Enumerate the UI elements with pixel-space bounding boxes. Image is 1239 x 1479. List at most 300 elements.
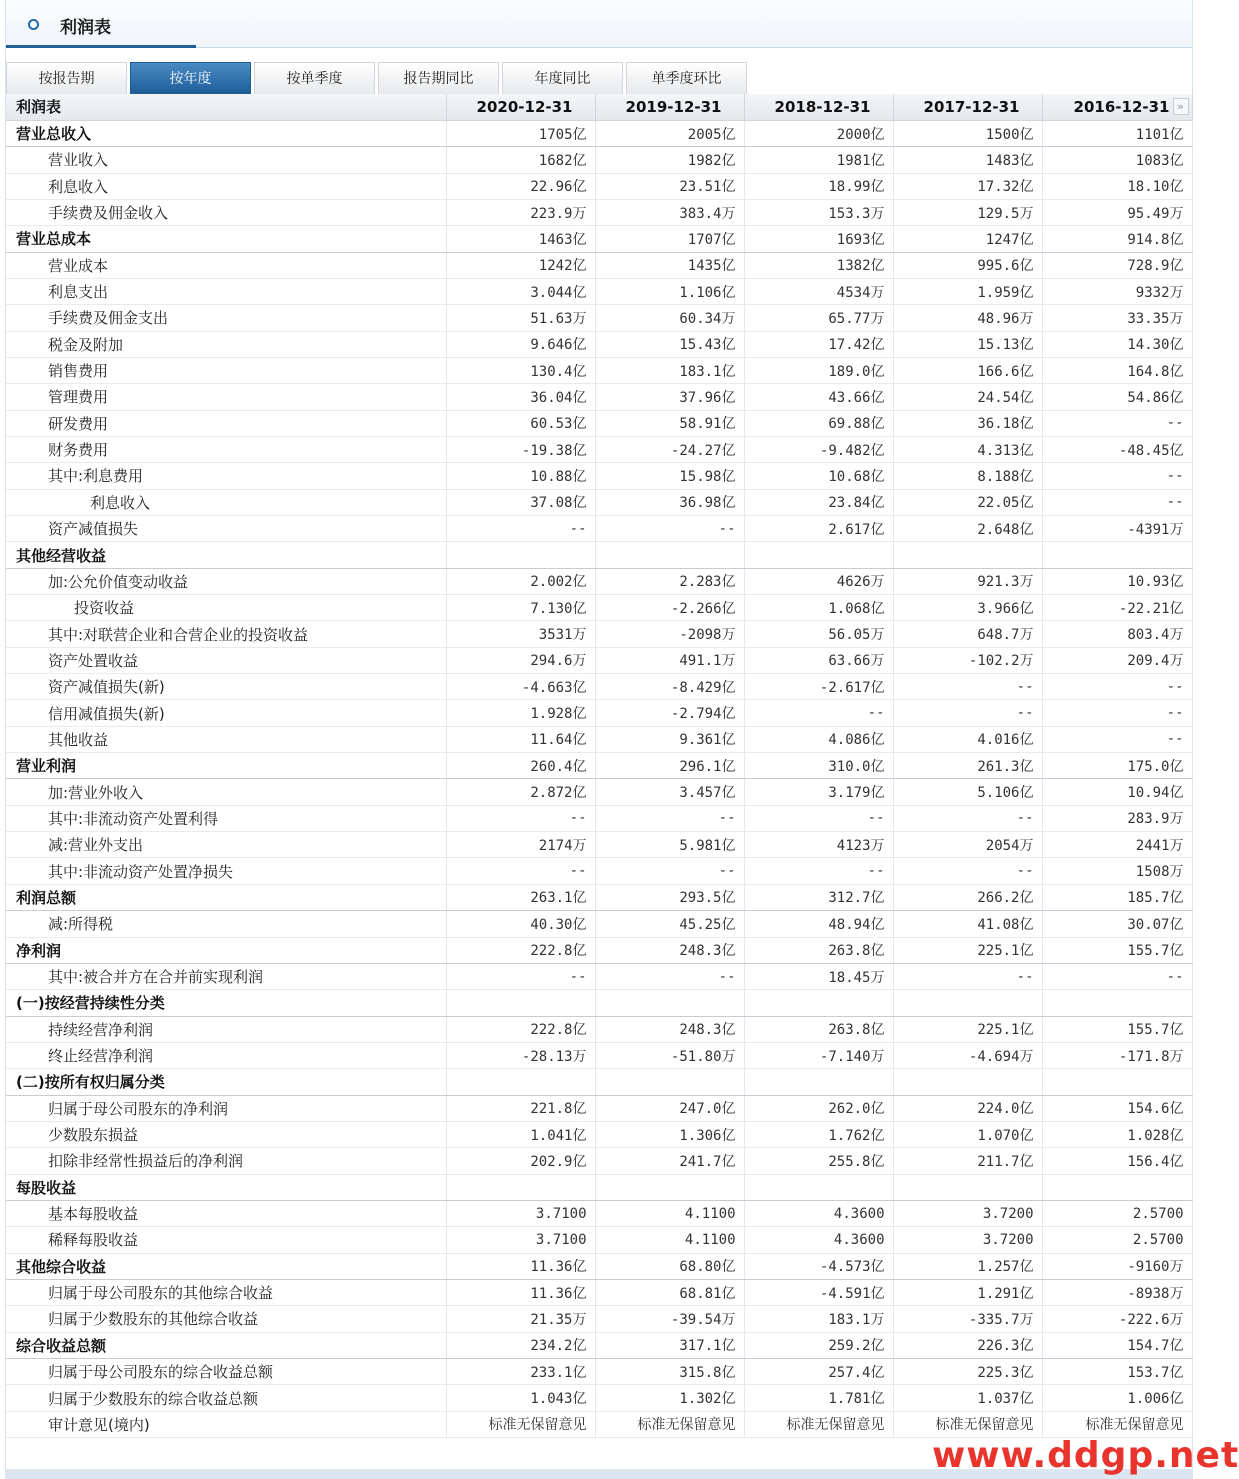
row-value: -- (595, 805, 744, 831)
row-value: -2.266亿 (595, 595, 744, 621)
row-value: 23.84亿 (744, 489, 893, 515)
row-value: 263.1亿 (446, 884, 595, 910)
row-label: 研发费用 (6, 410, 446, 436)
row-label: 财务费用 (6, 436, 446, 462)
row-value: 202.9亿 (446, 1148, 595, 1174)
row-label: 审计意见(境内) (6, 1411, 446, 1437)
row-value: 225.1亿 (893, 1016, 1042, 1042)
row-value: 222.8亿 (446, 937, 595, 963)
row-label: 其中:被合并方在合并前实现利润 (6, 963, 446, 989)
row-label: 其中:利息费用 (6, 463, 446, 489)
row-value: -9160万 (1042, 1253, 1192, 1279)
row-value: 226.3亿 (893, 1332, 1042, 1358)
row-value: 156.4亿 (1042, 1148, 1192, 1174)
row-value: 48.96万 (893, 305, 1042, 331)
row-label: 其他收益 (6, 726, 446, 752)
row-value: 164.8亿 (1042, 357, 1192, 383)
header-label: 利润表 (6, 94, 446, 120)
row-value: -4391万 (1042, 516, 1192, 542)
tab-by-year[interactable]: 按年度 (130, 62, 251, 94)
row-value: 166.6亿 (893, 357, 1042, 383)
row-value: -- (595, 858, 744, 884)
row-value: 48.94亿 (744, 911, 893, 937)
table-row (6, 489, 1192, 515)
table-body (6, 120, 1192, 1437)
row-value (893, 542, 1042, 568)
row-value: 995.6亿 (893, 252, 1042, 278)
row-label: 其中:对联营企业和合营企业的投资收益 (6, 621, 446, 647)
row-value: 1463亿 (446, 226, 595, 252)
column-header: 2020-12-31 (446, 94, 595, 120)
row-value: 33.35万 (1042, 305, 1192, 331)
row-value: -2098万 (595, 621, 744, 647)
row-value: 233.1亿 (446, 1359, 595, 1385)
table-row (6, 1306, 1192, 1332)
row-value: 36.04亿 (446, 384, 595, 410)
row-value: -222.6万 (1042, 1306, 1192, 1332)
table-row (6, 1385, 1192, 1411)
column-header: 2016-12-31 (1073, 97, 1170, 116)
row-value (446, 1069, 595, 1095)
row-value: 261.3亿 (893, 753, 1042, 779)
row-value: 222.8亿 (446, 1016, 595, 1042)
row-value (893, 1174, 1042, 1200)
income-statement-table (6, 94, 1193, 1438)
row-value: 23.51亿 (595, 173, 744, 199)
row-value: 2.648亿 (893, 516, 1042, 542)
row-label: 营业总收入 (6, 120, 446, 146)
row-value: -- (1042, 963, 1192, 989)
row-value: -- (744, 858, 893, 884)
row-label: 每股收益 (6, 1174, 446, 1200)
page-title: 利润表 (60, 18, 111, 38)
row-value: 221.8亿 (446, 1095, 595, 1121)
row-label: 归属于少数股东的其他综合收益 (6, 1306, 446, 1332)
row-label: 手续费及佣金支出 (6, 305, 446, 331)
row-value (446, 542, 595, 568)
table-row (6, 1174, 1192, 1200)
column-header: 2019-12-31 (595, 94, 744, 120)
table-row (6, 1253, 1192, 1279)
row-value: -- (446, 858, 595, 884)
row-value: -- (595, 963, 744, 989)
row-value: 1981亿 (744, 147, 893, 173)
row-value: 1.302亿 (595, 1385, 744, 1411)
column-header: 2017-12-31 (893, 94, 1042, 120)
row-value: 68.81亿 (595, 1279, 744, 1305)
row-value: 248.3亿 (595, 937, 744, 963)
row-value: 1.928亿 (446, 700, 595, 726)
row-value: -- (744, 805, 893, 831)
row-value: 383.4万 (595, 199, 744, 225)
row-value: 2174万 (446, 832, 595, 858)
row-value: -51.80万 (595, 1042, 744, 1068)
table-row (6, 436, 1192, 462)
row-value (595, 542, 744, 568)
row-value: 4.086亿 (744, 726, 893, 752)
row-value: 1083亿 (1042, 147, 1192, 173)
table-row (6, 858, 1192, 884)
row-value: 266.2亿 (893, 884, 1042, 910)
table-row (6, 410, 1192, 436)
row-value: 1.068亿 (744, 595, 893, 621)
row-value: 18.10亿 (1042, 173, 1192, 199)
row-value: 248.3亿 (595, 1016, 744, 1042)
row-label: 销售费用 (6, 357, 446, 383)
table-row (6, 1148, 1192, 1174)
row-value: -8.429亿 (595, 674, 744, 700)
row-value: 2005亿 (595, 120, 744, 146)
row-value: 69.88亿 (744, 410, 893, 436)
row-label: 减:所得税 (6, 911, 446, 937)
row-value: -102.2万 (893, 647, 1042, 673)
double-chevron-right-icon[interactable]: » (1173, 98, 1189, 115)
row-value: 43.66亿 (744, 384, 893, 410)
row-value (595, 1174, 744, 1200)
row-value: 241.7亿 (595, 1148, 744, 1174)
row-value (1042, 542, 1192, 568)
row-label: 稀释每股收益 (6, 1227, 446, 1253)
table-row (6, 674, 1192, 700)
row-value: 1435亿 (595, 252, 744, 278)
row-value: 1693亿 (744, 226, 893, 252)
row-value: 312.7亿 (744, 884, 893, 910)
row-value: 1508万 (1042, 858, 1192, 884)
table-row (6, 779, 1192, 805)
table-row (6, 120, 1192, 146)
row-value: 315.8亿 (595, 1359, 744, 1385)
row-value: -- (446, 805, 595, 831)
row-value: -- (1042, 726, 1192, 752)
row-value: 257.4亿 (744, 1359, 893, 1385)
table-row (6, 173, 1192, 199)
column-header-last (1042, 94, 1192, 120)
row-value: 2441万 (1042, 832, 1192, 858)
row-value: 921.3万 (893, 568, 1042, 594)
row-value: 1.043亿 (446, 1385, 595, 1411)
table-row (6, 1016, 1192, 1042)
row-value: 1242亿 (446, 252, 595, 278)
row-value: 4534万 (744, 278, 893, 304)
row-value: 263.8亿 (744, 1016, 893, 1042)
row-value: -- (893, 674, 1042, 700)
row-value: 7.130亿 (446, 595, 595, 621)
row-value: 2.872亿 (446, 779, 595, 805)
row-value: 标准无保留意见 (595, 1411, 744, 1437)
row-value: 标准无保留意见 (744, 1411, 893, 1437)
row-value: 283.9万 (1042, 805, 1192, 831)
table-row (6, 278, 1192, 304)
tab-report-period-yoy[interactable]: 报告期同比 (378, 62, 499, 94)
row-value (595, 1069, 744, 1095)
row-value: 914.8亿 (1042, 226, 1192, 252)
row-value: 1.257亿 (893, 1253, 1042, 1279)
row-label: 加:公允价值变动收益 (6, 568, 446, 594)
row-value: 259.2亿 (744, 1332, 893, 1358)
row-value: 15.13亿 (893, 331, 1042, 357)
row-value: 41.08亿 (893, 911, 1042, 937)
row-value: -2.794亿 (595, 700, 744, 726)
column-header: 2018-12-31 (744, 94, 893, 120)
row-value: 37.96亿 (595, 384, 744, 410)
table-row (6, 937, 1192, 963)
row-value: -- (1042, 463, 1192, 489)
row-value: 11.64亿 (446, 726, 595, 752)
row-value: 234.2亿 (446, 1332, 595, 1358)
row-value: 1.028亿 (1042, 1121, 1192, 1147)
row-value (744, 1174, 893, 1200)
title-bar (6, 0, 1192, 48)
row-value: 95.49万 (1042, 199, 1192, 225)
row-label: 基本每股收益 (6, 1200, 446, 1226)
row-value: 3.044亿 (446, 278, 595, 304)
row-value: 154.6亿 (1042, 1095, 1192, 1121)
row-label: 信用减值损失(新) (6, 700, 446, 726)
row-value: 18.99亿 (744, 173, 893, 199)
row-value: 224.0亿 (893, 1095, 1042, 1121)
row-label: 综合收益总额 (6, 1332, 446, 1358)
row-value: 2.5700 (1042, 1200, 1192, 1226)
row-value: 175.0亿 (1042, 753, 1192, 779)
row-value: 9.646亿 (446, 331, 595, 357)
row-label: 营业收入 (6, 147, 446, 173)
table-row (6, 568, 1192, 594)
row-label: 归属于少数股东的综合收益总额 (6, 1385, 446, 1411)
row-value: 1.037亿 (893, 1385, 1042, 1411)
row-label: 归属于母公司股东的综合收益总额 (6, 1359, 446, 1385)
row-value: 24.54亿 (893, 384, 1042, 410)
table-row (6, 1279, 1192, 1305)
row-value: -7.140万 (744, 1042, 893, 1068)
table-row (6, 963, 1192, 989)
row-value (446, 990, 595, 1016)
row-value: 5.106亿 (893, 779, 1042, 805)
table-row (6, 357, 1192, 383)
table-row (6, 384, 1192, 410)
row-value: -24.27亿 (595, 436, 744, 462)
row-value: 4626万 (744, 568, 893, 594)
row-value: 1247亿 (893, 226, 1042, 252)
row-value: 1705亿 (446, 120, 595, 146)
tab-quarter-qoq[interactable]: 单季度环比 (626, 62, 747, 94)
row-value: 2054万 (893, 832, 1042, 858)
table-row (6, 516, 1192, 542)
table-row (6, 1121, 1192, 1147)
row-value: 17.32亿 (893, 173, 1042, 199)
row-value: 260.4亿 (446, 753, 595, 779)
row-value (446, 1174, 595, 1200)
row-value (1042, 1069, 1192, 1095)
row-value: 10.88亿 (446, 463, 595, 489)
row-value: 225.1亿 (893, 937, 1042, 963)
row-label: 少数股东损益 (6, 1121, 446, 1147)
row-value: -2.617亿 (744, 674, 893, 700)
row-value: 3.7200 (893, 1200, 1042, 1226)
row-value: 1707亿 (595, 226, 744, 252)
table-row (6, 1200, 1192, 1226)
row-value: 2.283亿 (595, 568, 744, 594)
row-value: 14.30亿 (1042, 331, 1192, 357)
row-label: 管理费用 (6, 384, 446, 410)
row-value (1042, 990, 1192, 1016)
row-value: 18.45万 (744, 963, 893, 989)
row-label: 持续经营净利润 (6, 1016, 446, 1042)
table-row (6, 252, 1192, 278)
row-label: 其中:非流动资产处置净损失 (6, 858, 446, 884)
row-value: 3531万 (446, 621, 595, 647)
row-value: 2.002亿 (446, 568, 595, 594)
row-value: -8938万 (1042, 1279, 1192, 1305)
table-row (6, 305, 1192, 331)
row-value: 65.77万 (744, 305, 893, 331)
row-value: 15.98亿 (595, 463, 744, 489)
row-label: 投资收益 (6, 595, 446, 621)
row-label: 归属于母公司股东的其他综合收益 (6, 1279, 446, 1305)
row-value: 491.1万 (595, 647, 744, 673)
row-value: 3.7100 (446, 1200, 595, 1226)
row-label: 加:营业外收入 (6, 779, 446, 805)
row-value: 8.188亿 (893, 463, 1042, 489)
row-label: 资产减值损失 (6, 516, 446, 542)
row-value: 3.966亿 (893, 595, 1042, 621)
circle-bullet-icon (28, 19, 39, 30)
row-value: 54.86亿 (1042, 384, 1192, 410)
row-value: 30.07亿 (1042, 911, 1192, 937)
row-value: 1.781亿 (744, 1385, 893, 1411)
row-value: 129.5万 (893, 199, 1042, 225)
row-value: 189.0亿 (744, 357, 893, 383)
table-row (6, 1069, 1192, 1095)
row-value: -171.8万 (1042, 1042, 1192, 1068)
row-value: 21.35万 (446, 1306, 595, 1332)
row-value: 45.25亿 (595, 911, 744, 937)
table-row (6, 595, 1192, 621)
row-value: 183.1万 (744, 1306, 893, 1332)
row-value: -22.21亿 (1042, 595, 1192, 621)
row-value: 211.7亿 (893, 1148, 1042, 1174)
row-value: 648.7万 (893, 621, 1042, 647)
row-label: 营业利润 (6, 753, 446, 779)
row-label: 税金及附加 (6, 331, 446, 357)
tab-by-report-period[interactable]: 按报告期 (6, 62, 127, 94)
period-tabs (6, 62, 1192, 94)
table-row (6, 884, 1192, 910)
row-value: 22.96亿 (446, 173, 595, 199)
row-value: 1.306亿 (595, 1121, 744, 1147)
row-value: -48.45亿 (1042, 436, 1192, 462)
row-value: 310.0亿 (744, 753, 893, 779)
row-value: 68.80亿 (595, 1253, 744, 1279)
table-row (6, 463, 1192, 489)
row-value: 4.016亿 (893, 726, 1042, 752)
row-value: 标准无保留意见 (446, 1411, 595, 1437)
row-value: 153.3万 (744, 199, 893, 225)
row-value: 60.53亿 (446, 410, 595, 436)
row-label: (一)按经营持续性分类 (6, 990, 446, 1016)
row-value: 1500亿 (893, 120, 1042, 146)
tab-annual-yoy[interactable]: 年度同比 (502, 62, 623, 94)
row-value: 4.3600 (744, 1200, 893, 1226)
row-value: 17.42亿 (744, 331, 893, 357)
row-value: 255.8亿 (744, 1148, 893, 1174)
row-value: 51.63万 (446, 305, 595, 331)
row-label: 利息支出 (6, 278, 446, 304)
row-label: 归属于母公司股东的净利润 (6, 1095, 446, 1121)
row-value: 40.30亿 (446, 911, 595, 937)
table-header-row (6, 94, 1192, 120)
row-value: -- (1042, 674, 1192, 700)
row-value: 209.4万 (1042, 647, 1192, 673)
row-label: 利息收入 (6, 173, 446, 199)
row-value: 9.361亿 (595, 726, 744, 752)
table-row (6, 621, 1192, 647)
row-value: 4123万 (744, 832, 893, 858)
row-value: 58.91亿 (595, 410, 744, 436)
row-value (744, 1069, 893, 1095)
row-value: 4.3600 (744, 1227, 893, 1253)
income-statement-panel (5, 0, 1193, 1479)
table-row (6, 832, 1192, 858)
row-label: 其他经营收益 (6, 542, 446, 568)
row-value: 223.9万 (446, 199, 595, 225)
row-value: 294.6万 (446, 647, 595, 673)
row-value: 10.68亿 (744, 463, 893, 489)
row-value: 37.08亿 (446, 489, 595, 515)
row-value: 1.106亿 (595, 278, 744, 304)
row-label: 营业总成本 (6, 226, 446, 252)
row-value: -- (893, 805, 1042, 831)
table-row (6, 147, 1192, 173)
table-row (6, 1042, 1192, 1068)
table-row (6, 1227, 1192, 1253)
row-value: 154.7亿 (1042, 1332, 1192, 1358)
table-row (6, 647, 1192, 673)
table-row (6, 753, 1192, 779)
row-value: -9.482亿 (744, 436, 893, 462)
row-value: 11.36亿 (446, 1279, 595, 1305)
row-value: 1.006亿 (1042, 1385, 1192, 1411)
row-value (744, 542, 893, 568)
row-label: 终止经营净利润 (6, 1042, 446, 1068)
row-value: 153.7亿 (1042, 1359, 1192, 1385)
row-value: 293.5亿 (595, 884, 744, 910)
table-row (6, 226, 1192, 252)
row-value: 36.98亿 (595, 489, 744, 515)
title-underline (6, 45, 196, 48)
table-row (6, 911, 1192, 937)
tab-by-quarter[interactable]: 按单季度 (254, 62, 375, 94)
row-value: 317.1亿 (595, 1332, 744, 1358)
row-value: 1682亿 (446, 147, 595, 173)
row-label: 减:营业外支出 (6, 832, 446, 858)
table-row (6, 199, 1192, 225)
row-value: 2.5700 (1042, 1227, 1192, 1253)
row-value: -- (595, 516, 744, 542)
row-value: -- (1042, 700, 1192, 726)
row-value: 4.1100 (595, 1227, 744, 1253)
table-row (6, 1095, 1192, 1121)
row-value: 247.0亿 (595, 1095, 744, 1121)
row-value (893, 1069, 1042, 1095)
row-value (744, 990, 893, 1016)
row-value: -19.38亿 (446, 436, 595, 462)
row-value (595, 990, 744, 1016)
table-row (6, 990, 1192, 1016)
row-value: -- (893, 963, 1042, 989)
row-label: 利润总额 (6, 884, 446, 910)
row-value: 183.1亿 (595, 357, 744, 383)
row-value: 标准无保留意见 (893, 1411, 1042, 1437)
